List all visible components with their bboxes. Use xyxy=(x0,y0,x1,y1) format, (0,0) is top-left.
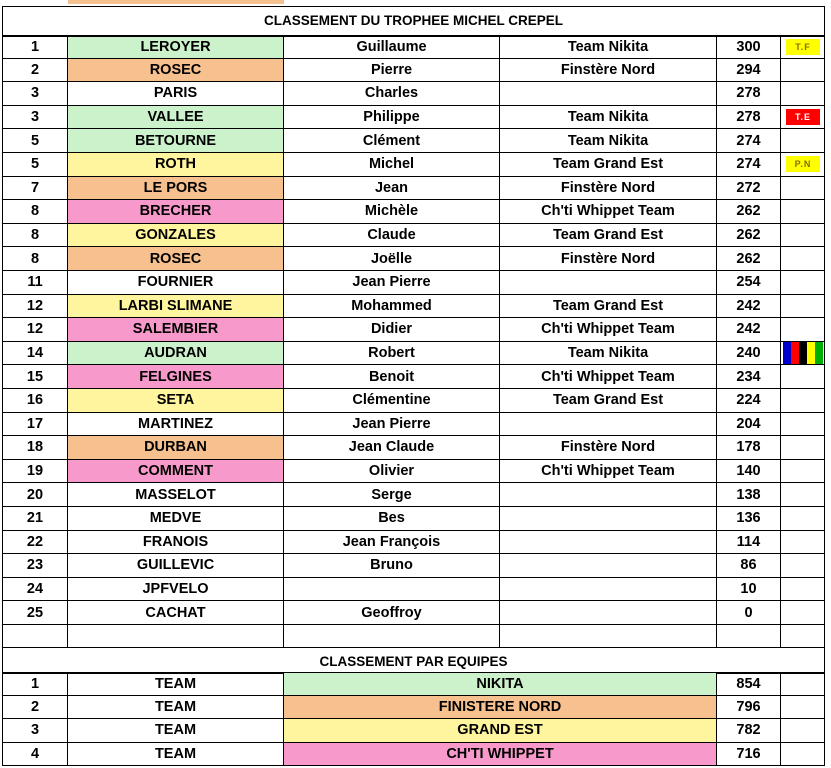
team-points-cell[interactable]: 796 xyxy=(717,696,781,719)
stripe xyxy=(807,342,815,364)
award-badge: P.N xyxy=(786,156,820,172)
rank-cell[interactable]: 3 xyxy=(3,82,68,106)
team-label-cell[interactable]: TEAM xyxy=(68,743,284,766)
empty-cell[interactable] xyxy=(781,625,825,649)
team-note-cell[interactable] xyxy=(781,673,825,696)
team-cell[interactable]: Ch'ti Whippet Team xyxy=(500,460,717,484)
award-badge: T.E xyxy=(786,109,820,125)
last-name-cell[interactable]: MEDVE xyxy=(68,507,284,531)
rank-cell[interactable]: 20 xyxy=(3,483,68,507)
team-name-cell[interactable]: CH'TI WHIPPET xyxy=(284,743,717,766)
rank-cell[interactable]: 23 xyxy=(3,554,68,578)
team-cell[interactable] xyxy=(500,271,717,295)
points-cell[interactable]: 242 xyxy=(717,295,781,319)
ranking-row xyxy=(3,342,825,366)
last-name-cell[interactable]: FOURNIER xyxy=(68,271,284,295)
team-cell[interactable] xyxy=(500,531,717,555)
last-name-cell[interactable]: VALLEE xyxy=(68,106,284,130)
points-cell[interactable]: 114 xyxy=(717,531,781,555)
points-cell[interactable]: 10 xyxy=(717,578,781,602)
team-rank-cell[interactable]: 4 xyxy=(3,743,68,766)
rank-cell[interactable]: 25 xyxy=(3,601,68,625)
ranking-row xyxy=(3,59,825,83)
ranking-row xyxy=(3,365,825,389)
rank-cell[interactable]: 5 xyxy=(3,129,68,153)
last-name-cell[interactable]: DURBAN xyxy=(68,436,284,460)
note-cell[interactable] xyxy=(781,106,825,130)
rank-cell[interactable]: 7 xyxy=(3,177,68,201)
points-cell[interactable]: 262 xyxy=(717,200,781,224)
empty-row xyxy=(3,625,825,649)
stripe xyxy=(791,342,799,364)
empty-cell[interactable] xyxy=(500,625,717,649)
stripe xyxy=(799,342,807,364)
note-cell[interactable] xyxy=(781,365,825,389)
rank-cell[interactable]: 17 xyxy=(3,413,68,437)
last-name-cell[interactable]: MASSELOT xyxy=(68,483,284,507)
team-cell[interactable]: Team Grand Est xyxy=(500,389,717,413)
rank-cell[interactable]: 18 xyxy=(3,436,68,460)
note-cell[interactable] xyxy=(781,578,825,602)
first-name-cell[interactable]: Jean François xyxy=(284,531,500,555)
team-rank-cell[interactable]: 3 xyxy=(3,719,68,742)
team-cell[interactable]: Ch'ti Whippet Team xyxy=(500,318,717,342)
rank-cell[interactable]: 2 xyxy=(3,59,68,83)
note-cell[interactable] xyxy=(781,413,825,437)
rank-cell[interactable]: 12 xyxy=(3,295,68,319)
points-cell[interactable]: 234 xyxy=(717,365,781,389)
rank-cell[interactable]: 16 xyxy=(3,389,68,413)
rank-cell[interactable]: 3 xyxy=(3,106,68,130)
team-cell[interactable] xyxy=(500,507,717,531)
rank-cell[interactable]: 5 xyxy=(3,153,68,177)
ranking-row xyxy=(3,554,825,578)
note-cell[interactable] xyxy=(781,200,825,224)
rank-cell[interactable]: 14 xyxy=(3,342,68,366)
team-cell[interactable]: Team Nikita xyxy=(500,106,717,130)
team-cell[interactable]: Team Grand Est xyxy=(500,153,717,177)
first-name-cell[interactable]: Jean xyxy=(284,177,500,201)
first-name-cell[interactable]: Robert xyxy=(284,342,500,366)
ranking-row xyxy=(3,507,825,531)
points-cell[interactable]: 262 xyxy=(717,224,781,248)
note-cell[interactable] xyxy=(781,129,825,153)
ranking-row xyxy=(3,35,825,59)
empty-cell[interactable] xyxy=(3,625,68,649)
last-name-cell[interactable]: FRANOIS xyxy=(68,531,284,555)
note-cell[interactable] xyxy=(781,507,825,531)
points-cell[interactable]: 274 xyxy=(717,129,781,153)
note-cell[interactable] xyxy=(781,483,825,507)
ranking-row xyxy=(3,295,825,319)
team-label-cell[interactable]: TEAM xyxy=(68,696,284,719)
ranking-row xyxy=(3,177,825,201)
team-label-cell[interactable]: TEAM xyxy=(68,719,284,742)
ranking-title[interactable]: CLASSEMENT DU TROPHEE MICHEL CREPEL xyxy=(3,7,824,33)
first-name-cell[interactable]: Bes xyxy=(284,507,500,531)
rank-cell[interactable]: 24 xyxy=(3,578,68,602)
points-cell[interactable]: 138 xyxy=(717,483,781,507)
team-cell[interactable]: Team Nikita xyxy=(500,342,717,366)
note-cell[interactable] xyxy=(781,247,825,271)
team-points-cell[interactable]: 716 xyxy=(717,743,781,766)
ranking-row xyxy=(3,436,825,460)
note-cell[interactable] xyxy=(781,342,825,366)
ranking-row xyxy=(3,483,825,507)
team-cell[interactable]: Finstère Nord xyxy=(500,177,717,201)
team-cell[interactable]: Team Grand Est xyxy=(500,295,717,319)
previous-row-fill xyxy=(68,0,284,4)
points-cell[interactable]: 0 xyxy=(717,601,781,625)
ranking-row xyxy=(3,106,825,130)
last-name-cell[interactable]: GUILLEVIC xyxy=(68,554,284,578)
first-name-cell[interactable]: Michèle xyxy=(284,200,500,224)
team-cell[interactable] xyxy=(500,413,717,437)
team-rank-cell[interactable]: 2 xyxy=(3,696,68,719)
first-name-cell[interactable]: Joëlle xyxy=(284,247,500,271)
note-cell[interactable] xyxy=(781,436,825,460)
last-name-cell[interactable]: MARTINEZ xyxy=(68,413,284,437)
last-name-cell[interactable]: ROTH xyxy=(68,153,284,177)
note-cell[interactable] xyxy=(781,177,825,201)
ranking-row xyxy=(3,224,825,248)
empty-cell[interactable] xyxy=(284,625,500,649)
team-cell[interactable] xyxy=(500,601,717,625)
team-row xyxy=(3,719,825,742)
ranking-row xyxy=(3,531,825,555)
note-cell[interactable] xyxy=(781,82,825,106)
stripe xyxy=(783,342,791,364)
team-cell[interactable]: Ch'ti Whippet Team xyxy=(500,200,717,224)
last-name-cell[interactable]: LEROYER xyxy=(68,35,284,59)
rank-cell[interactable]: 11 xyxy=(3,271,68,295)
team-label-cell[interactable]: TEAM xyxy=(68,673,284,696)
ranking-row xyxy=(3,153,825,177)
first-name-cell[interactable] xyxy=(284,578,500,602)
points-cell[interactable]: 272 xyxy=(717,177,781,201)
ranking-row xyxy=(3,129,825,153)
team-cell[interactable] xyxy=(500,483,717,507)
points-cell[interactable]: 136 xyxy=(717,507,781,531)
first-name-cell[interactable]: Philippe xyxy=(284,106,500,130)
points-cell[interactable]: 240 xyxy=(717,342,781,366)
points-cell[interactable]: 140 xyxy=(717,460,781,484)
note-cell[interactable] xyxy=(781,318,825,342)
first-name-cell[interactable]: Claude xyxy=(284,224,500,248)
last-name-cell[interactable]: BRECHER xyxy=(68,200,284,224)
points-cell[interactable]: 178 xyxy=(717,436,781,460)
ranking-row xyxy=(3,601,825,625)
note-cell[interactable] xyxy=(781,224,825,248)
first-name-cell[interactable]: Geoffroy xyxy=(284,601,500,625)
ranking-row xyxy=(3,82,825,106)
team-note-cell[interactable] xyxy=(781,719,825,742)
last-name-cell[interactable]: SETA xyxy=(68,389,284,413)
color-stripes-icon xyxy=(783,342,823,364)
ranking-row xyxy=(3,460,825,484)
note-cell[interactable] xyxy=(781,295,825,319)
team-row xyxy=(3,743,825,766)
team-rank-cell[interactable]: 1 xyxy=(3,673,68,696)
team-cell[interactable]: Team Nikita xyxy=(500,35,717,59)
note-cell[interactable] xyxy=(781,271,825,295)
team-points-cell[interactable]: 854 xyxy=(717,673,781,696)
team-cell[interactable]: Team Nikita xyxy=(500,129,717,153)
team-cell[interactable] xyxy=(500,554,717,578)
rank-cell[interactable]: 8 xyxy=(3,200,68,224)
points-cell[interactable]: 242 xyxy=(717,318,781,342)
team-row xyxy=(3,696,825,719)
team-note-cell[interactable] xyxy=(781,743,825,766)
ranking-row xyxy=(3,271,825,295)
last-name-cell[interactable]: GONZALES xyxy=(68,224,284,248)
first-name-cell[interactable]: Didier xyxy=(284,318,500,342)
last-name-cell[interactable]: ROSEC xyxy=(68,59,284,83)
first-name-cell[interactable]: Jean Claude xyxy=(284,436,500,460)
team-points-cell[interactable]: 782 xyxy=(717,719,781,742)
last-name-cell[interactable]: FELGINES xyxy=(68,365,284,389)
first-name-cell[interactable]: Olivier xyxy=(284,460,500,484)
first-name-cell[interactable]: Clément xyxy=(284,129,500,153)
note-cell[interactable] xyxy=(781,601,825,625)
last-name-cell[interactable]: BETOURNE xyxy=(68,129,284,153)
points-cell[interactable]: 262 xyxy=(717,247,781,271)
first-name-cell[interactable]: Benoit xyxy=(284,365,500,389)
empty-cell[interactable] xyxy=(717,625,781,649)
team-cell[interactable]: Finstère Nord xyxy=(500,247,717,271)
note-cell[interactable] xyxy=(781,554,825,578)
points-cell[interactable]: 86 xyxy=(717,554,781,578)
rank-cell[interactable]: 8 xyxy=(3,247,68,271)
rank-cell[interactable]: 19 xyxy=(3,460,68,484)
first-name-cell[interactable]: Jean Pierre xyxy=(284,413,500,437)
ranking-row xyxy=(3,413,825,437)
empty-cell[interactable] xyxy=(68,625,284,649)
team-cell[interactable]: Finstère Nord xyxy=(500,436,717,460)
last-name-cell[interactable]: LARBI SLIMANE xyxy=(68,295,284,319)
teams-ranking-title[interactable]: CLASSEMENT PAR EQUIPES xyxy=(3,648,824,674)
team-name-cell[interactable]: GRAND EST xyxy=(284,719,717,742)
last-name-cell[interactable]: CACHAT xyxy=(68,601,284,625)
ranking-row xyxy=(3,578,825,602)
ranking-row xyxy=(3,389,825,413)
note-cell[interactable] xyxy=(781,59,825,83)
last-name-cell[interactable]: PARIS xyxy=(68,82,284,106)
last-name-cell[interactable]: AUDRAN xyxy=(68,342,284,366)
first-name-cell[interactable]: Clémentine xyxy=(284,389,500,413)
rank-cell[interactable]: 1 xyxy=(3,35,68,59)
first-name-cell[interactable]: Michel xyxy=(284,153,500,177)
first-name-cell[interactable]: Serge xyxy=(284,483,500,507)
team-name-cell[interactable]: NIKITA xyxy=(284,673,717,696)
first-name-cell[interactable]: Mohammed xyxy=(284,295,500,319)
first-name-cell[interactable]: Bruno xyxy=(284,554,500,578)
team-name-cell[interactable]: FINISTERE NORD xyxy=(284,696,717,719)
points-cell[interactable]: 204 xyxy=(717,413,781,437)
points-cell[interactable]: 254 xyxy=(717,271,781,295)
note-cell[interactable] xyxy=(781,153,825,177)
points-cell[interactable]: 294 xyxy=(717,59,781,83)
team-cell[interactable] xyxy=(500,82,717,106)
team-cell[interactable]: Team Grand Est xyxy=(500,224,717,248)
points-cell[interactable]: 224 xyxy=(717,389,781,413)
team-cell[interactable]: Finstère Nord xyxy=(500,59,717,83)
points-cell[interactable]: 278 xyxy=(717,106,781,130)
last-name-cell[interactable]: COMMENT xyxy=(68,460,284,484)
award-badge: T.F xyxy=(786,39,820,55)
points-cell[interactable]: 300 xyxy=(717,35,781,59)
note-cell[interactable] xyxy=(781,35,825,59)
points-cell[interactable]: 274 xyxy=(717,153,781,177)
first-name-cell[interactable]: Pierre xyxy=(284,59,500,83)
rank-cell[interactable]: 15 xyxy=(3,365,68,389)
note-cell[interactable] xyxy=(781,460,825,484)
stripe xyxy=(815,342,823,364)
first-name-cell[interactable]: Jean Pierre xyxy=(284,271,500,295)
team-cell[interactable]: Ch'ti Whippet Team xyxy=(500,365,717,389)
last-name-cell[interactable]: JPFVELO xyxy=(68,578,284,602)
rank-cell[interactable]: 12 xyxy=(3,318,68,342)
note-cell[interactable] xyxy=(781,389,825,413)
ranking-row xyxy=(3,200,825,224)
note-cell[interactable] xyxy=(781,531,825,555)
rank-cell[interactable]: 21 xyxy=(3,507,68,531)
ranking-row xyxy=(3,318,825,342)
rank-cell[interactable]: 22 xyxy=(3,531,68,555)
team-cell[interactable] xyxy=(500,578,717,602)
team-note-cell[interactable] xyxy=(781,696,825,719)
team-row xyxy=(3,673,825,696)
points-cell[interactable]: 278 xyxy=(717,82,781,106)
rank-cell[interactable]: 8 xyxy=(3,224,68,248)
last-name-cell[interactable]: LE PORS xyxy=(68,177,284,201)
last-name-cell[interactable]: SALEMBIER xyxy=(68,318,284,342)
first-name-cell[interactable]: Charles xyxy=(284,82,500,106)
ranking-row xyxy=(3,247,825,271)
last-name-cell[interactable]: ROSEC xyxy=(68,247,284,271)
first-name-cell[interactable]: Guillaume xyxy=(284,35,500,59)
